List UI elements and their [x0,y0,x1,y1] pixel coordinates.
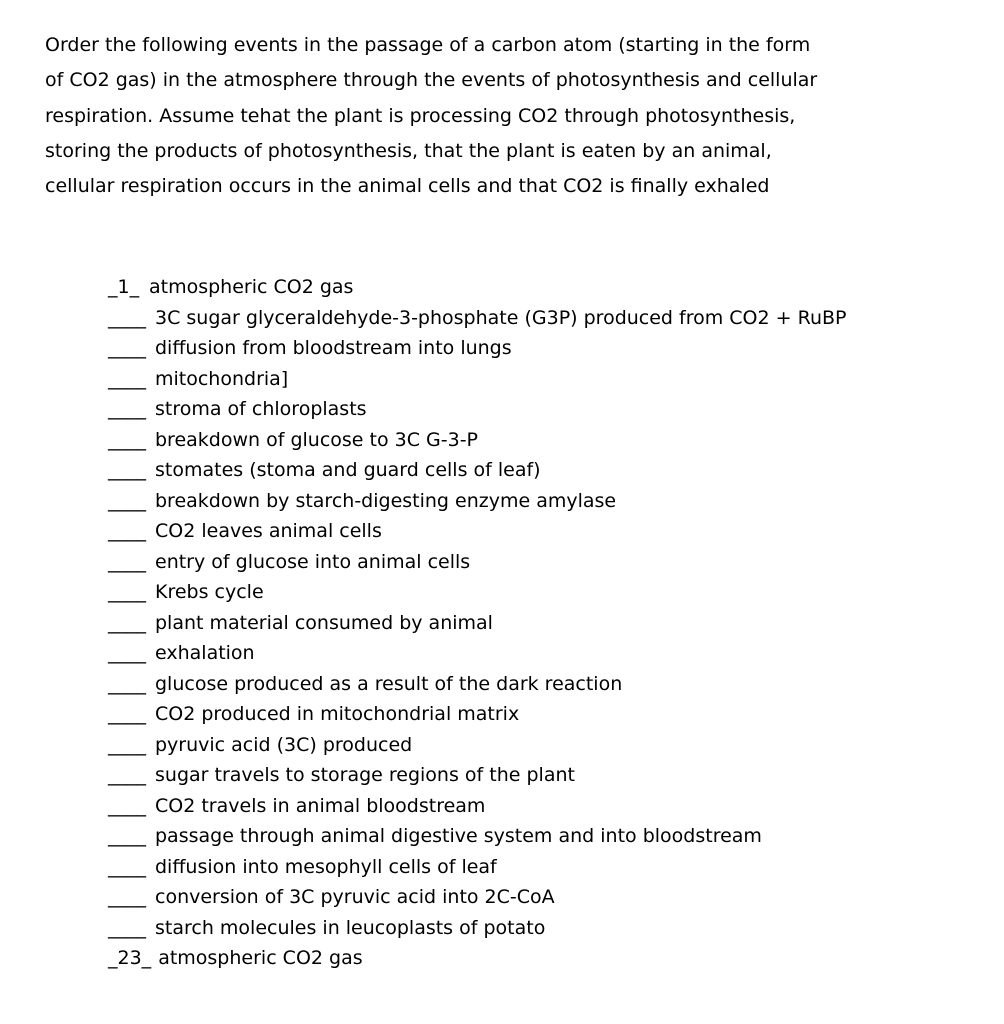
order-blank[interactable]: ____ [108,916,146,939]
list-item [108,791,846,822]
order-blank[interactable]: ____ [108,306,146,329]
event-label: atmospheric CO2 gas [158,947,363,969]
list-item [108,882,846,913]
event-label: glucose produced as a result of the dark reaction [155,672,623,695]
event-label: breakdown of glucose to 3C G-3-P [155,428,479,451]
list-item [108,364,846,395]
event-label: mitochondria] [155,367,289,390]
list-item [108,516,846,547]
list-item [108,455,846,486]
list-item [108,638,846,669]
event-label: atmospheric CO2 gas [149,276,354,298]
event-label: CO2 leaves animal cells [155,520,382,542]
event-label: CO2 travels in animal bloodstream [155,794,486,817]
order-blank[interactable]: ____ [108,642,146,664]
event-list [108,272,846,974]
event-label: exhalation [155,642,255,664]
order-blank[interactable]: ____ [108,764,146,786]
order-blank[interactable]: ____ [108,337,146,359]
list-item [108,577,846,608]
list-item [108,669,846,700]
list-item [108,730,846,761]
order-blank[interactable]: ____ [108,611,146,634]
list-item [108,394,846,425]
event-label: diffusion into mesophyll cells of leaf [155,855,497,878]
order-blank[interactable]: ____ [108,398,146,420]
event-label: diffusion from bloodstream into lungs [155,337,512,359]
event-label: stomates (stoma and guard cells of leaf) [155,459,541,481]
event-label: starch molecules in leucoplasts of potato [155,916,546,939]
list-item [108,821,846,852]
list-item [108,913,846,944]
list-item [108,852,846,883]
order-blank[interactable]: ____ [108,367,146,390]
event-label: plant material consumed by animal [155,611,493,634]
list-item [108,699,846,730]
order-blank[interactable]: ____ [108,581,146,603]
event-label: entry of glucose into animal cells [155,550,471,573]
order-blank[interactable]: ____ [108,459,146,481]
event-label: pyruvic acid (3C) produced [155,733,413,756]
list-item [108,425,846,456]
order-blank[interactable]: ____ [108,672,146,695]
order-blank[interactable]: ____ [108,825,146,847]
event-label: 3C sugar glyceraldehyde-3-phosphate (G3P) produced from CO2 + RuBP [155,306,847,329]
order-blank[interactable]: ____ [108,520,146,542]
list-item [108,272,846,303]
event-label: Krebs cycle [155,581,264,603]
order-blank[interactable]: ____ [108,855,146,878]
order-blank[interactable]: ____ [108,428,146,451]
event-label: sugar travels to storage regions of the plant [155,764,575,786]
order-blank[interactable]: ____ [108,489,146,512]
event-label: passage through animal digestive system and into bloodstream [155,825,762,847]
order-blank[interactable]: _23_ [108,947,152,969]
list-item [108,943,846,974]
list-item [108,303,846,334]
list-item [108,760,846,791]
event-label: breakdown by starch-digesting enzyme amylase [155,489,617,512]
order-blank[interactable]: _1_ [108,276,140,298]
order-blank[interactable]: ____ [108,733,146,756]
order-blank[interactable]: ____ [108,886,146,908]
list-item [108,608,846,639]
list-item [108,333,846,364]
event-label: stroma of chloroplasts [155,398,367,420]
instructions-paragraph: Order the following events in the passage of a carbon atom (starting in the form of CO2 gas) in the atmosphere through the events of photosynthesis and cellular respiration. Assume tehat the plant is processing CO2 through photosynthesis, storing the products of photosynthesis, that the plant is eaten by an animal, cellular respiration occurs in the animal cells and that CO2 is finally exhaled [45,34,818,198]
order-blank[interactable]: ____ [108,703,146,725]
order-blank[interactable]: ____ [108,550,146,573]
event-label: CO2 produced in mitochondrial matrix [155,703,520,725]
list-item [108,547,846,578]
list-item [108,486,846,517]
event-label: conversion of 3C pyruvic acid into 2C-CoA [155,886,555,908]
order-blank[interactable]: ____ [108,794,146,817]
